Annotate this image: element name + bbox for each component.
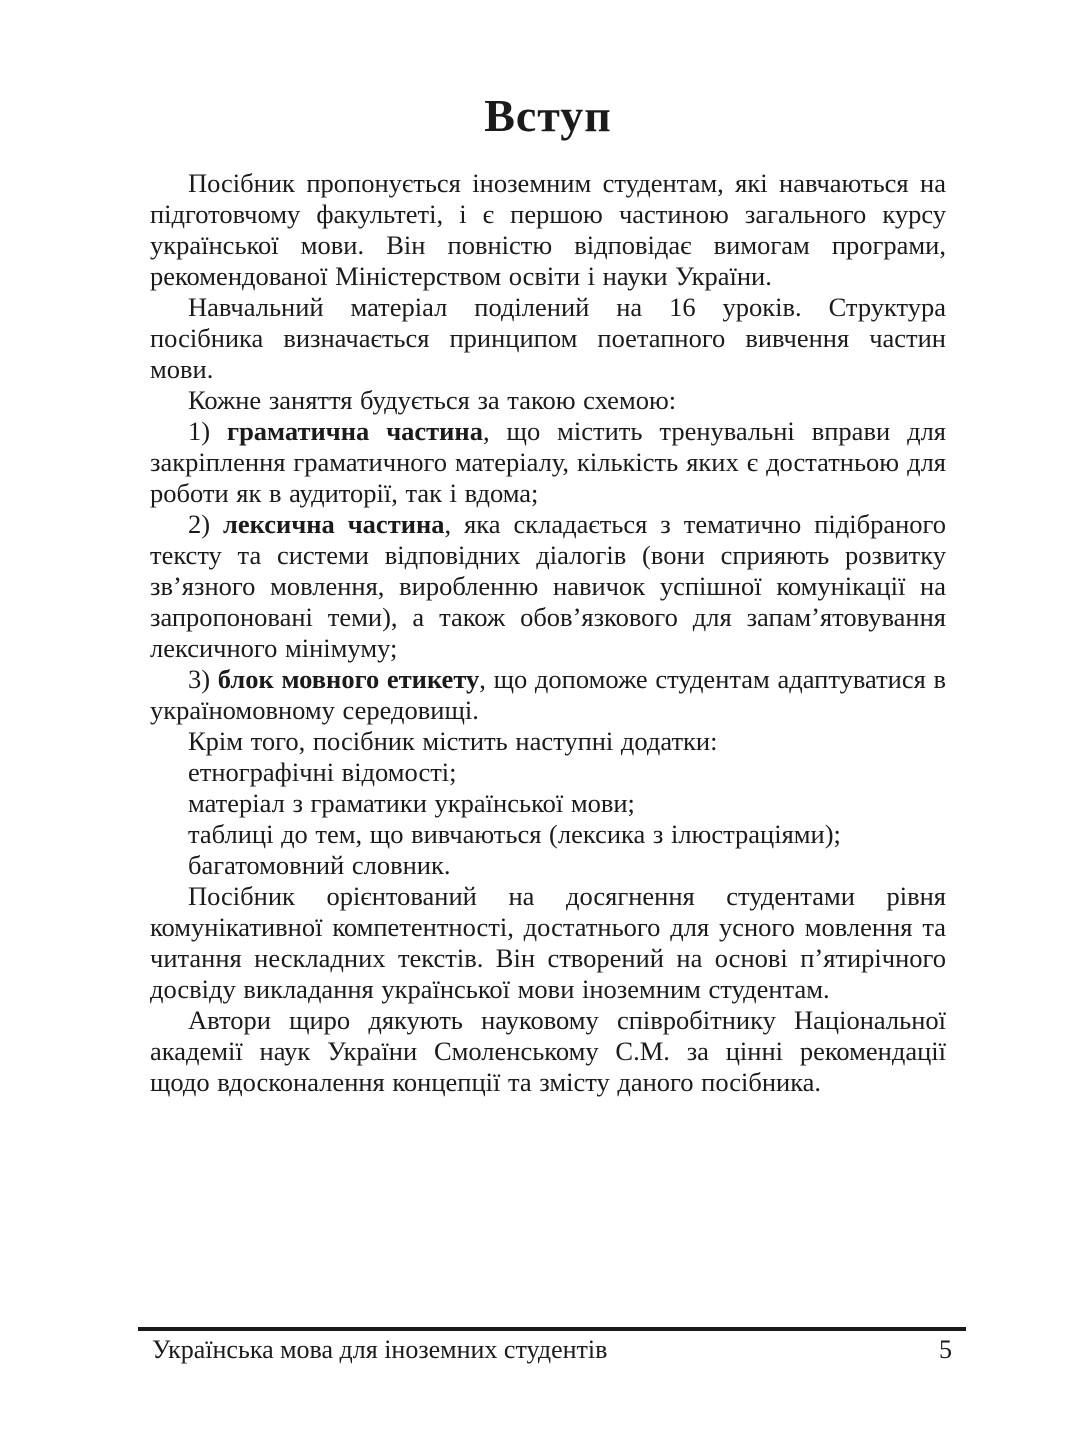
text-segment: таблиці до тем, що вивчаються (лексика з ілюстраціями); — [188, 819, 841, 850]
page-footer — [138, 1327, 966, 1365]
scheme-lead-paragraph — [150, 385, 946, 416]
text-segment: , що допоможе студентам адаптуватися в україномовному середовищі. — [150, 664, 946, 726]
text-segment: Кожне заняття будується за такою схемою: — [188, 385, 677, 416]
page-title: Вступ — [484, 90, 612, 141]
structure-paragraph — [150, 292, 946, 385]
text-segment: Посібник пропонується іноземним студентам, які навчаються на підготовчому факультеті, і є першою частиною загального курсу української мови. Він повністю відповідає вимогам програми, рекомендованої Міністерством освіти і науки України. — [150, 168, 946, 292]
intro-paragraph — [150, 168, 946, 292]
appendix-item-ethnographic — [150, 757, 946, 788]
running-title: Українська мова для іноземних студентів — [152, 1335, 608, 1364]
scheme-item-lexical — [150, 509, 946, 664]
bold-text-segment: лексична частина — [223, 509, 445, 540]
scheme-item-etiquette — [150, 664, 946, 726]
text-segment: Навчальний матеріал поділений на 16 уроків. Структура посібника визначається принципом поетапного вивчення частин мови. — [150, 292, 946, 385]
text-segment: етнографічні відомості; — [188, 757, 457, 788]
text-segment: матеріал з граматики української мови; — [188, 788, 635, 819]
bold-text-segment: блок мовного етикету — [217, 664, 480, 695]
acknowledgement-paragraph — [150, 1005, 946, 1098]
text-segment: Посібник орієнтований на досягнення студентами рівня комунікативної компетентності, достатнього для усного мовлення та читання нескладних текстів. Він створений на основі п’ятирічного досвіду викладання української мови іноземним студентам. — [150, 881, 946, 1005]
text-segment: 2) — [188, 509, 224, 540]
text-segment: , що містить тренувальні вправи для закріплення граматичного матеріалу, кількість яких є достатньою для роботи як в аудиторії, так і вдома; — [150, 416, 946, 509]
text-segment: , яка складається з тематично підібраного тексту та системи відповідних діалогів (вони сприяють розвитку зв’язного мовлення, виробленню навичок успішної комунікації на запропоновані теми), а також обов’язкового для запам’ятовування лексичного мінімуму; — [150, 509, 947, 664]
text-segment: багатомовний словник. — [188, 850, 451, 881]
text-segment: Крім того, посібник містить наступні додатки: — [188, 726, 718, 757]
appendix-item-tables — [150, 819, 946, 850]
appendix-lead-paragraph — [150, 726, 946, 757]
body-text — [150, 168, 946, 1098]
page-number: 5 — [939, 1335, 952, 1364]
goal-paragraph — [150, 881, 946, 1005]
footer-row — [138, 1331, 966, 1365]
scheme-item-grammar — [150, 416, 946, 509]
bold-text-segment: граматична частина — [227, 416, 483, 447]
appendix-item-dictionary — [150, 850, 946, 881]
text-segment: 1) — [188, 416, 228, 447]
text-segment: 3) — [188, 664, 218, 695]
page-content — [150, 92, 946, 1098]
appendix-item-grammar-material — [150, 788, 946, 819]
text-segment: Автори щиро дякують науковому співробітнику Національної академії наук України Смоленському С.М. за цінні рекомендації щодо вдосконалення концепції та змісту даного посібника. — [150, 1005, 946, 1098]
